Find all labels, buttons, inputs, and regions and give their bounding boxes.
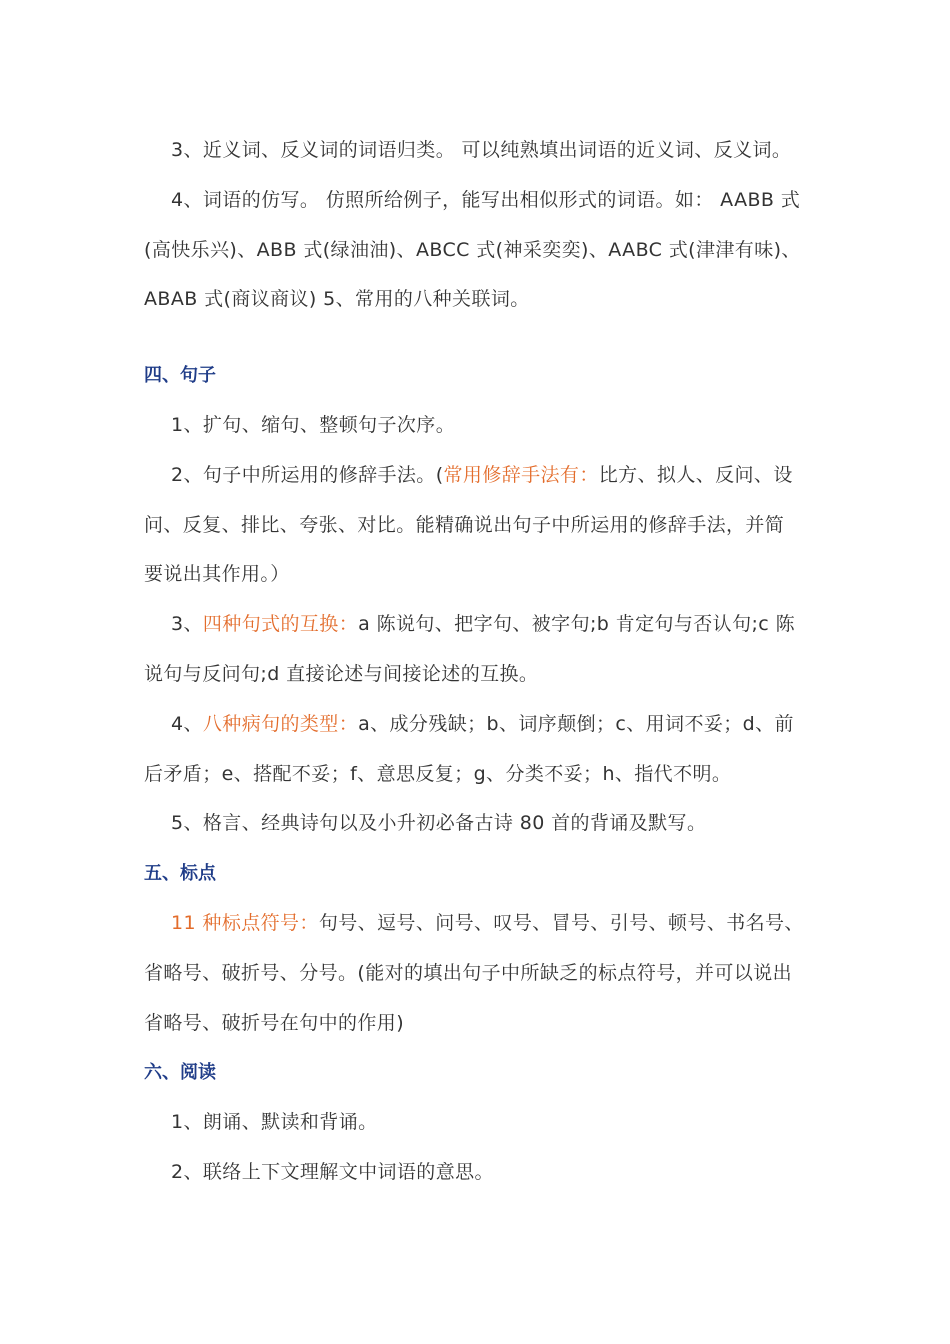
heading-reading: 六、阅读 bbox=[144, 1062, 216, 1084]
highlight-punctuation: 11 种标点符号： bbox=[171, 911, 319, 934]
text: 3、 bbox=[171, 613, 203, 636]
text: 4、 bbox=[171, 712, 203, 735]
sentence-item-3-line1 bbox=[144, 600, 824, 650]
text: a、成分残缺；b、词序颠倒；c、用词不妥；d、前 bbox=[358, 712, 794, 735]
sentence-item-4-line1 bbox=[144, 700, 824, 750]
text: a 陈说句、把字句、被字句;b 肯定句与否认句;c 陈 bbox=[358, 613, 795, 636]
document-content bbox=[144, 126, 824, 1198]
sentence-item-3-line2: 说句与反问句;d 直接论述与间接论述的互换。 bbox=[144, 662, 539, 685]
reading-item-1: 1、朗诵、默读和背诵。 bbox=[171, 1111, 378, 1134]
paragraph-synonyms: 3、近义词、反义词的词语归类。 可以纯熟填出词语的近义词、反义词。 bbox=[171, 139, 792, 161]
punctuation-line3: 省略号、破折号在句中的作用) bbox=[144, 1011, 405, 1034]
sentence-item-2-line2: 问、反复、排比、夸张、对比。能精确说出句子中所运用的修辞手法，并简 bbox=[144, 513, 785, 536]
text: 2、句子中所运用的修辞手法。( bbox=[171, 463, 444, 486]
paragraph-imitation-line1: 4、词语的仿写。 仿照所给例子，能写出相似形式的词语。如： AABB 式 bbox=[171, 188, 801, 211]
heading-punctuation: 五、标点 bbox=[144, 863, 216, 885]
text: 句号、逗号、问号、叹号、冒号、引号、顿号、书名号、 bbox=[318, 911, 804, 934]
paragraph-imitation-line2: (高快乐兴)、ABB 式(绿油油)、ABCC 式(神采奕奕)、AABC 式(津津有味)、 bbox=[144, 238, 801, 261]
sentence-item-2-line1 bbox=[144, 451, 824, 501]
highlight-rhetoric: 常用修辞手法有： bbox=[443, 463, 599, 486]
heading-sentences: 四、句子 bbox=[144, 365, 216, 387]
section-gap bbox=[144, 325, 824, 351]
highlight-sentence-types: 四种句式的互换： bbox=[202, 613, 359, 636]
sentence-item-5: 5、格言、经典诗句以及小升初必备古诗 80 首的背诵及默写。 bbox=[171, 812, 707, 835]
punctuation-line1 bbox=[144, 899, 824, 949]
text: 比方、拟人、反问、设 bbox=[598, 463, 793, 486]
sentence-item-4-line2: 后矛盾；e、搭配不妥；f、意思反复；g、分类不妥；h、指代不明。 bbox=[144, 762, 732, 785]
sentence-item-1: 1、扩句、缩句、整顿句子次序。 bbox=[171, 413, 456, 436]
punctuation-line2: 省略号、破折号、分号。(能对的填出句子中所缺乏的标点符号，并可以说出 bbox=[144, 961, 793, 984]
reading-item-2: 2、联络上下文理解文中词语的意思。 bbox=[171, 1160, 494, 1183]
paragraph-imitation-line3: ABAB 式(商议商议) 5、常用的八种关联词。 bbox=[144, 288, 530, 311]
highlight-sentence-errors: 八种病句的类型： bbox=[202, 712, 359, 735]
sentence-item-2-line3: 要说出其作用。） bbox=[144, 563, 290, 586]
